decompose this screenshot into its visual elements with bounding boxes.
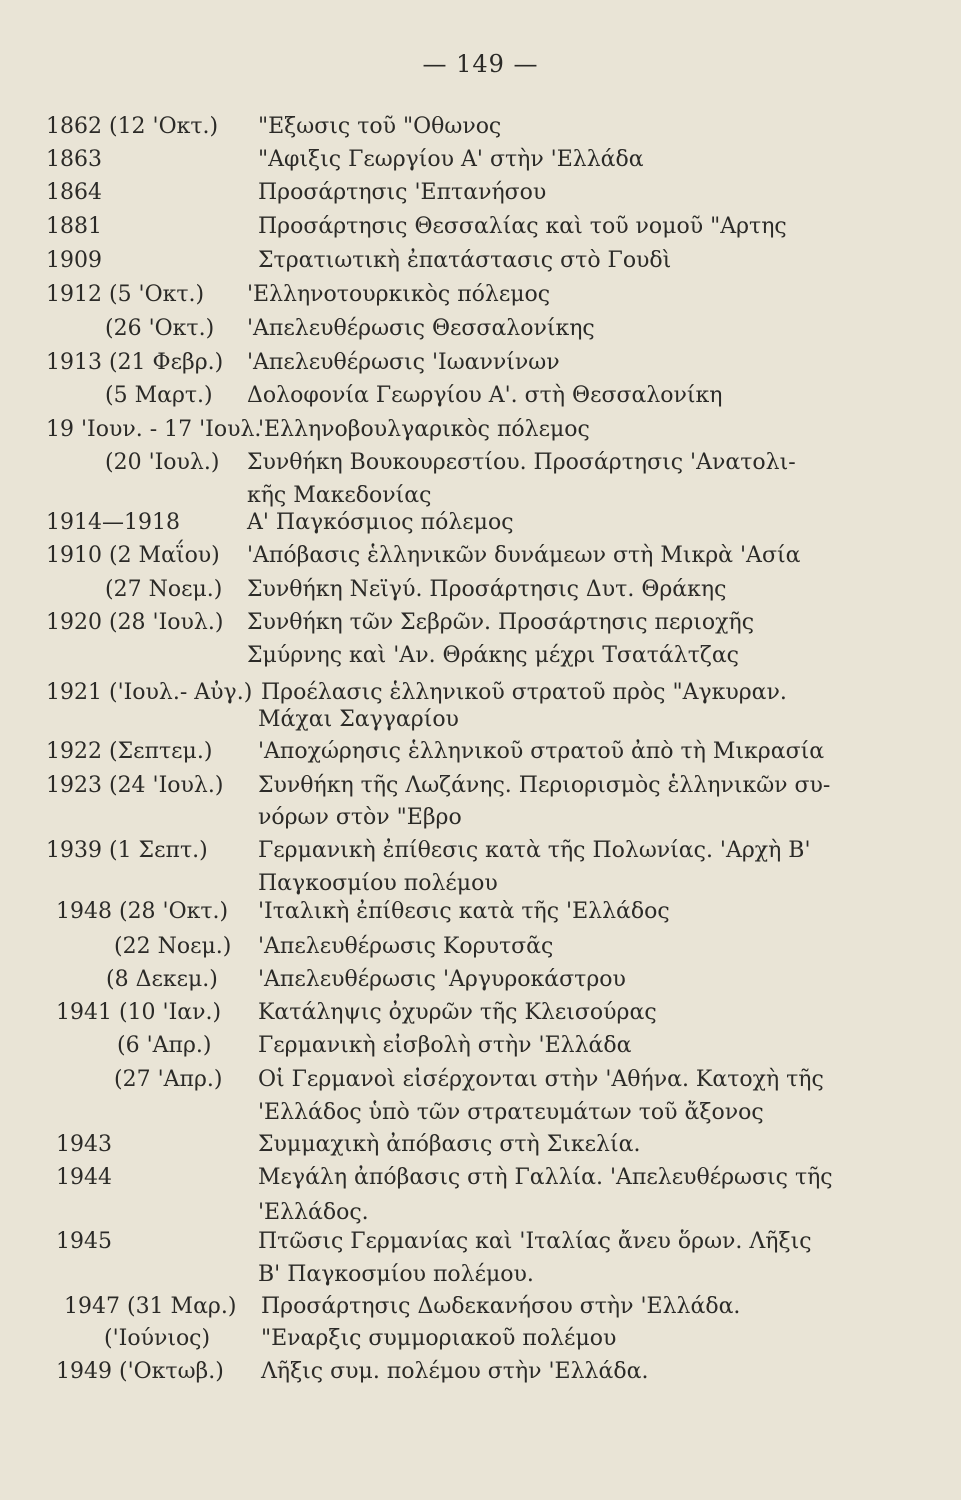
entry-event: Μάχαι Σαγγαρίου xyxy=(258,707,459,732)
chronology-entry xyxy=(0,448,961,482)
entry-date: 1941 (10 'Ιαν.) xyxy=(56,1000,222,1025)
entry-event: Προσάρτησις Θεσσαλίας καὶ τοῦ νομοῦ "Αρτης xyxy=(258,214,787,239)
entry-event: 'Ιταλικὴ ἐπίθεσις κατὰ τῆς 'Ελλάδος xyxy=(258,899,670,924)
entry-event: 'Ελληνοβουλγαρικὸς πόλεμος xyxy=(258,417,590,442)
chronology-entry xyxy=(0,737,961,771)
entry-event: 'Απελευθέρωσις 'Ιωαννίνων xyxy=(247,350,560,375)
chronology-entry xyxy=(0,112,961,146)
entry-event: "Εξωσις τοῦ "Οθωνος xyxy=(258,114,502,139)
chronology-entry xyxy=(0,998,961,1032)
entry-date: 1949 ('Οκτωβ.) xyxy=(56,1359,224,1384)
chronology-entry xyxy=(0,1130,961,1164)
chronology-entry xyxy=(0,1098,961,1132)
entry-date: 1943 xyxy=(56,1132,112,1157)
entry-event: Στρατιωτικὴ ἐπατάστασις στὸ Γουδὶ xyxy=(258,248,672,273)
chronology-entry xyxy=(0,348,961,382)
entry-date: 1863 xyxy=(46,147,102,172)
entry-date: 1922 (Σεπτεμ.) xyxy=(46,739,213,764)
chronology-entry xyxy=(0,246,961,280)
entry-event: "Εναρξις συμμοριακοῦ πολέμου xyxy=(261,1326,617,1351)
entry-event: Παγκοσμίου πολέμου xyxy=(258,871,498,896)
entry-event: Κατάληψις ὀχυρῶν τῆς Κλεισούρας xyxy=(258,1000,657,1025)
page-number: — 149 — xyxy=(422,50,539,78)
entry-event: Λῆξις συμ. πολέμου στὴν 'Ελλάδα. xyxy=(261,1359,649,1384)
entry-event: Συνθήκη Νεϊγύ. Προσάρτησις Δυτ. Θράκης xyxy=(247,577,727,602)
chronology-entry xyxy=(0,1292,961,1326)
entry-event: Συνθήκη τῆς Λωζάνης. Περιορισμὸς ἑλληνικῶν συ- xyxy=(258,773,831,798)
entry-event: 'Απελευθέρωσις 'Αργυροκάστρου xyxy=(258,967,626,992)
entry-date: 1909 xyxy=(46,248,102,273)
entry-date: (6 'Απρ.) xyxy=(117,1033,212,1058)
entry-date: 1862 (12 'Οκτ.) xyxy=(46,114,219,139)
chronology-entry xyxy=(0,1227,961,1261)
entry-event: Α' Παγκόσμιος πόλεμος xyxy=(247,510,514,535)
entry-event: 'Αποχώρησις ἑλληνικοῦ στρατοῦ ἀπὸ τὴ Μικρασία xyxy=(258,739,825,764)
chronology-entry xyxy=(0,575,961,609)
entry-event: Γερμανικὴ εἰσβολὴ στὴν 'Ελλάδα xyxy=(258,1033,632,1058)
entry-event: κῆς Μακεδονίας xyxy=(247,483,432,508)
chronology-entry xyxy=(0,1324,961,1358)
entry-event: 'Ελλάδος ὑπὸ τῶν στρατευμάτων τοῦ ἄξονος xyxy=(258,1100,764,1125)
entry-event: 'Ελληνοτουρκικὸς πόλεμος xyxy=(247,282,551,307)
chronology-entry xyxy=(0,932,961,966)
entry-date: (27 Νοεμ.) xyxy=(105,577,223,602)
entry-event: Μεγάλη ἀπόβασις στὴ Γαλλία. 'Απελευθέρωσις τῆς xyxy=(258,1165,833,1190)
entry-date: 1945 xyxy=(56,1229,112,1254)
chronology-entry xyxy=(0,803,961,837)
entry-date: 1864 xyxy=(46,180,102,205)
chronology-entry xyxy=(0,212,961,246)
chronology-entry xyxy=(0,836,961,870)
chronology-entry xyxy=(0,1357,961,1391)
entry-event: Δολοφονία Γεωργίου Α'. στὴ Θεσσαλονίκη xyxy=(247,383,723,408)
entry-event: Προσάρτησις 'Επτανήσου xyxy=(258,180,547,205)
entry-date: 1910 (2 Μαΐου) xyxy=(46,543,220,568)
chronology-entry xyxy=(0,1163,961,1197)
entry-date: 1947 (31 Μαρ.) xyxy=(64,1294,237,1319)
entry-event: Συμμαχικὴ ἀπόβασις στὴ Σικελία. xyxy=(258,1132,641,1157)
chronology-entry xyxy=(0,415,961,449)
entry-event: Β' Παγκοσμίου πολέμου. xyxy=(258,1262,534,1287)
chronology-entry xyxy=(0,771,961,805)
chronology-entry xyxy=(0,1260,961,1294)
entry-event: Πτῶσις Γερμανίας καὶ 'Ιταλίας ἄνευ ὅρων. Λῆξις xyxy=(258,1229,812,1254)
entry-date: (5 Μαρτ.) xyxy=(105,383,213,408)
entry-date: 1920 (28 'Ιουλ.) xyxy=(46,610,224,635)
chronology-entry xyxy=(0,381,961,415)
entry-date: 1914—1918 xyxy=(46,510,180,535)
entry-event: 'Απελευθέρωσις Θεσσαλονίκης xyxy=(247,316,595,341)
entry-date: (26 'Οκτ.) xyxy=(105,316,215,341)
entry-date: 19 'Ιουν. - 17 'Ιουλ. xyxy=(46,417,262,442)
chronology-entry xyxy=(0,280,961,314)
chronology-entry xyxy=(0,1031,961,1065)
entry-date: ('Ιούνιος) xyxy=(104,1326,211,1351)
chronology-entry xyxy=(0,965,961,999)
entry-date: 1912 (5 'Οκτ.) xyxy=(46,282,205,307)
chronology-entry xyxy=(0,608,961,642)
entry-date: 1921 ('Ιουλ.- Αὐγ.) xyxy=(46,680,253,705)
entry-event: 'Ελλάδος. xyxy=(258,1200,369,1225)
chronology-entry xyxy=(0,705,961,739)
entry-date: 1944 xyxy=(56,1165,112,1190)
entry-date: 1913 (21 Φεβρ.) xyxy=(46,350,224,375)
chronology-entry xyxy=(0,145,961,179)
entry-event: Οἱ Γερμανοὶ εἰσέρχονται στὴν 'Αθήνα. Κατοχὴ τῆς xyxy=(258,1067,824,1092)
entry-event: Γερμανικὴ ἐπίθεσις κατὰ τῆς Πολωνίας. 'Αρχὴ Β' xyxy=(258,838,811,863)
chronology-entry xyxy=(0,897,961,931)
entry-event: Συνθήκη Βουκουρεστίου. Προσάρτησις 'Ανατολι- xyxy=(247,450,796,475)
entry-date: (8 Δεκεμ.) xyxy=(106,967,218,992)
entry-event: νόρων στὸν "Εβρο xyxy=(258,805,462,830)
entry-date: 1923 (24 'Ιουλ.) xyxy=(46,773,224,798)
entry-event: 'Απόβασις ἑλληνικῶν δυνάμεων στὴ Μικρὰ 'Ασία xyxy=(247,543,801,568)
entry-event: Σμύρνης καὶ 'Αν. Θράκης μέχρι Τσατάλτζας xyxy=(247,643,739,668)
entry-event: Προέλασις ἑλληνικοῦ στρατοῦ πρὸς "Αγκυραν. xyxy=(261,680,787,705)
entry-event: 'Απελευθέρωσις Κορυτσᾶς xyxy=(258,934,554,959)
chronology-entry xyxy=(0,541,961,575)
chronology-entry xyxy=(0,508,961,542)
entry-date: (22 Νοεμ.) xyxy=(114,934,232,959)
entry-event: "Αφιξις Γεωργίου Α' στὴν 'Ελλάδα xyxy=(258,147,644,172)
chronology-entry xyxy=(0,314,961,348)
entry-event: Συνθήκη τῶν Σεβρῶν. Προσάρτησις περιοχῆς xyxy=(247,610,755,635)
entry-event: Προσάρτησις Δωδεκανήσου στὴν 'Ελλάδα. xyxy=(261,1294,741,1319)
entry-date: 1939 (1 Σεπτ.) xyxy=(46,838,208,863)
chronology-entry xyxy=(0,1065,961,1099)
entry-date: (20 'Ιουλ.) xyxy=(105,450,220,475)
entry-date: 1948 (28 'Οκτ.) xyxy=(56,899,229,924)
entry-date: 1881 xyxy=(46,214,102,239)
entry-date: (27 'Απρ.) xyxy=(114,1067,223,1092)
chronology-entry xyxy=(0,641,961,675)
chronology-entry xyxy=(0,178,961,212)
